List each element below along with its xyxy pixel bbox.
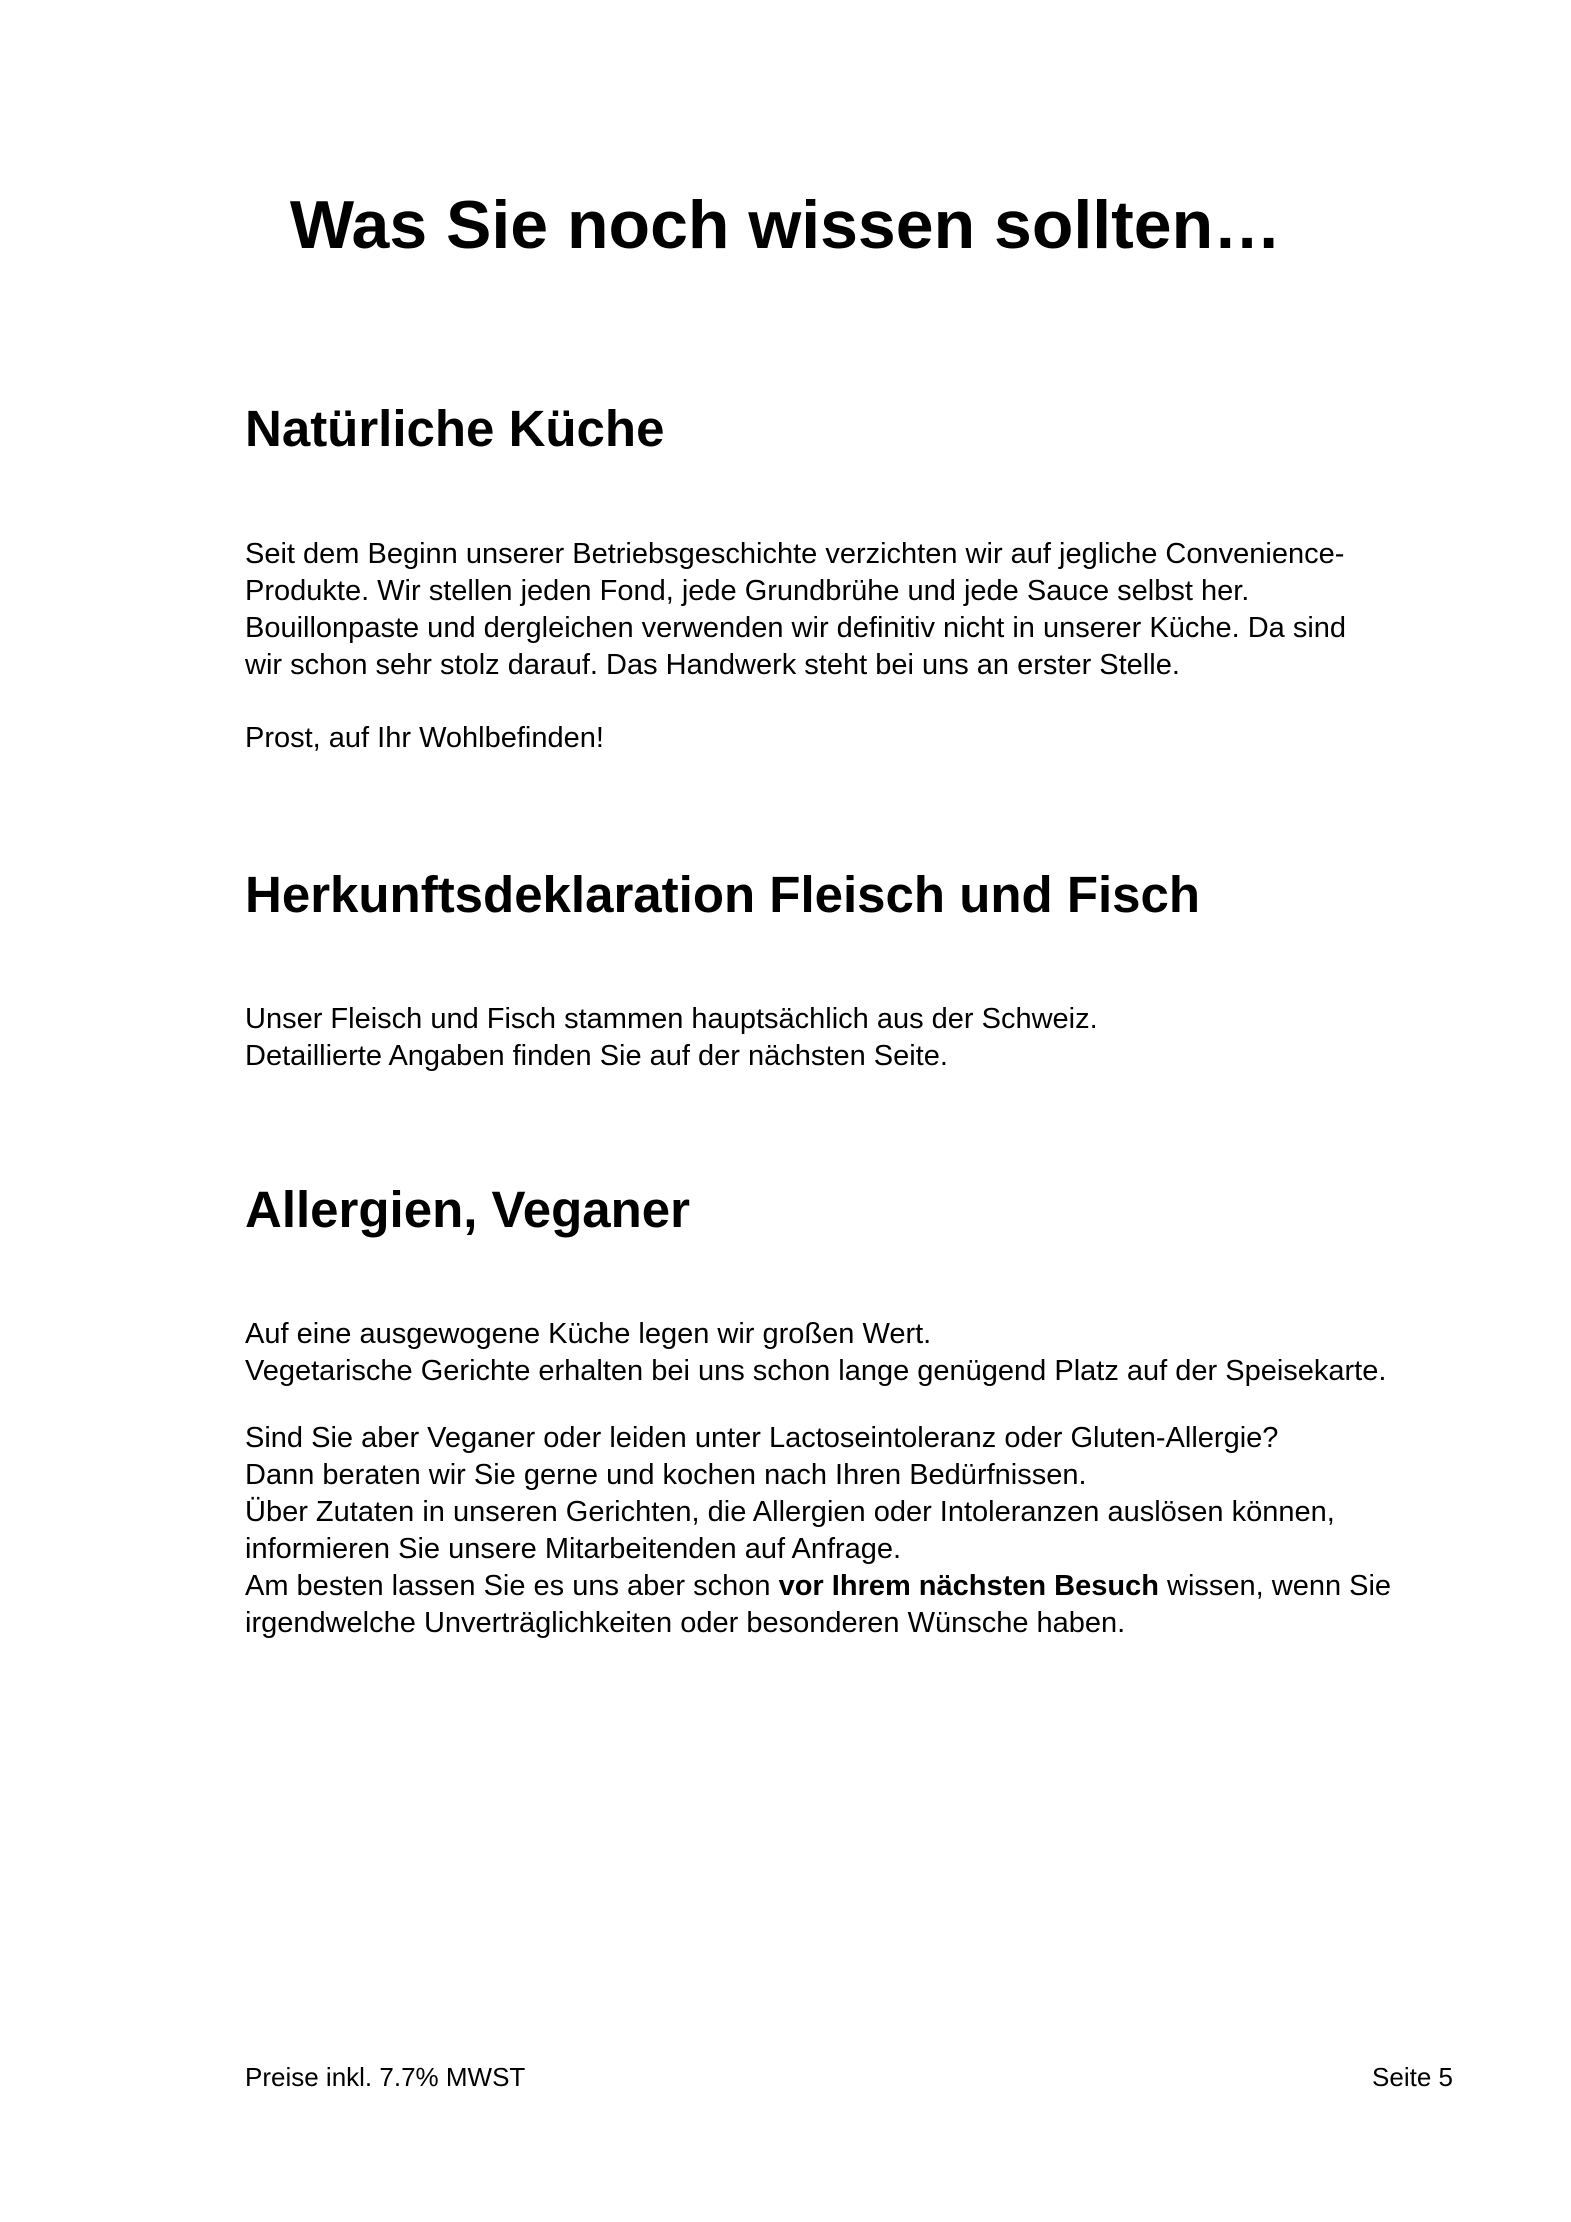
text-line: Dann beraten wir Sie gerne und kochen nach Ihren Bedürfnissen. [245, 1459, 1087, 1491]
text-run: wissen, wenn Sie [1158, 1570, 1392, 1602]
text-line: wir schon sehr stolz darauf. Das Handwerk steht bei uns an erster Stelle. [245, 649, 1180, 681]
text-line: Über Zutaten in unseren Gerichten, die Allergien oder Intoleranzen auslösen können, [245, 1496, 1335, 1528]
text-line: Bouillonpaste und dergleichen verwenden wir definitiv nicht in unserer Küche. Da sind [245, 612, 1347, 644]
text-line: Produkte. Wir stellen jeden Fond, jede Grundbrühe und jede Sauce selbst her. [245, 575, 1250, 607]
section-heading-natuerliche-kueche: Natürliche Küche [245, 400, 665, 457]
text-line: Seit dem Beginn unserer Betriebsgeschichte verzichten wir auf jegliche Convenience- [245, 538, 1345, 570]
text-line: informieren Sie unsere Mitarbeitenden auf Anfrage. [245, 1533, 902, 1565]
text-line: Auf eine ausgewogene Küche legen wir großen Wert. [245, 1318, 932, 1350]
paragraph-natuerliche-kueche [245, 536, 1465, 684]
section-heading-allergien-veganer: Allergien, Veganer [245, 1181, 691, 1238]
text-run: Am besten lassen Sie es uns aber schon [245, 1570, 779, 1602]
text-line: Detaillierte Angaben finden Sie auf der nächsten Seite. [245, 1040, 948, 1072]
footer-page-number: Seite 5 [1372, 2062, 1453, 2092]
text-line: Vegetarische Gerichte erhalten bei uns schon lange genügend Platz auf der Speisekarte. [245, 1355, 1387, 1387]
paragraph-ausgewogene-kueche [245, 1316, 1465, 1390]
text-line [245, 1568, 1465, 1605]
text-line: Prost, auf Ihr Wohlbefinden! [245, 722, 604, 754]
paragraph-veganer-allergie [245, 1420, 1465, 1642]
paragraph-herkunft [245, 1001, 1465, 1075]
text-line: Unser Fleisch und Fisch stammen hauptsächlich aus der Schweiz. [245, 1003, 1098, 1035]
section-heading-herkunftsdeklaration: Herkunftsdeklaration Fleisch und Fisch [245, 866, 1201, 923]
text-line: irgendwelche Unverträglichkeiten oder besonderen Wünsche haben. [245, 1607, 1126, 1639]
page-title: Was Sie noch wissen sollten… [289, 187, 1282, 263]
footer-price-note: Preise inkl. 7.7% MWST [245, 2062, 526, 2092]
emphasis-text: vor Ihrem nächsten Besuch [778, 1570, 1159, 1602]
paragraph-prost [245, 720, 1465, 757]
text-line: Sind Sie aber Veganer oder leiden unter Lactoseintoleranz oder Gluten-Allergie? [245, 1422, 1279, 1454]
